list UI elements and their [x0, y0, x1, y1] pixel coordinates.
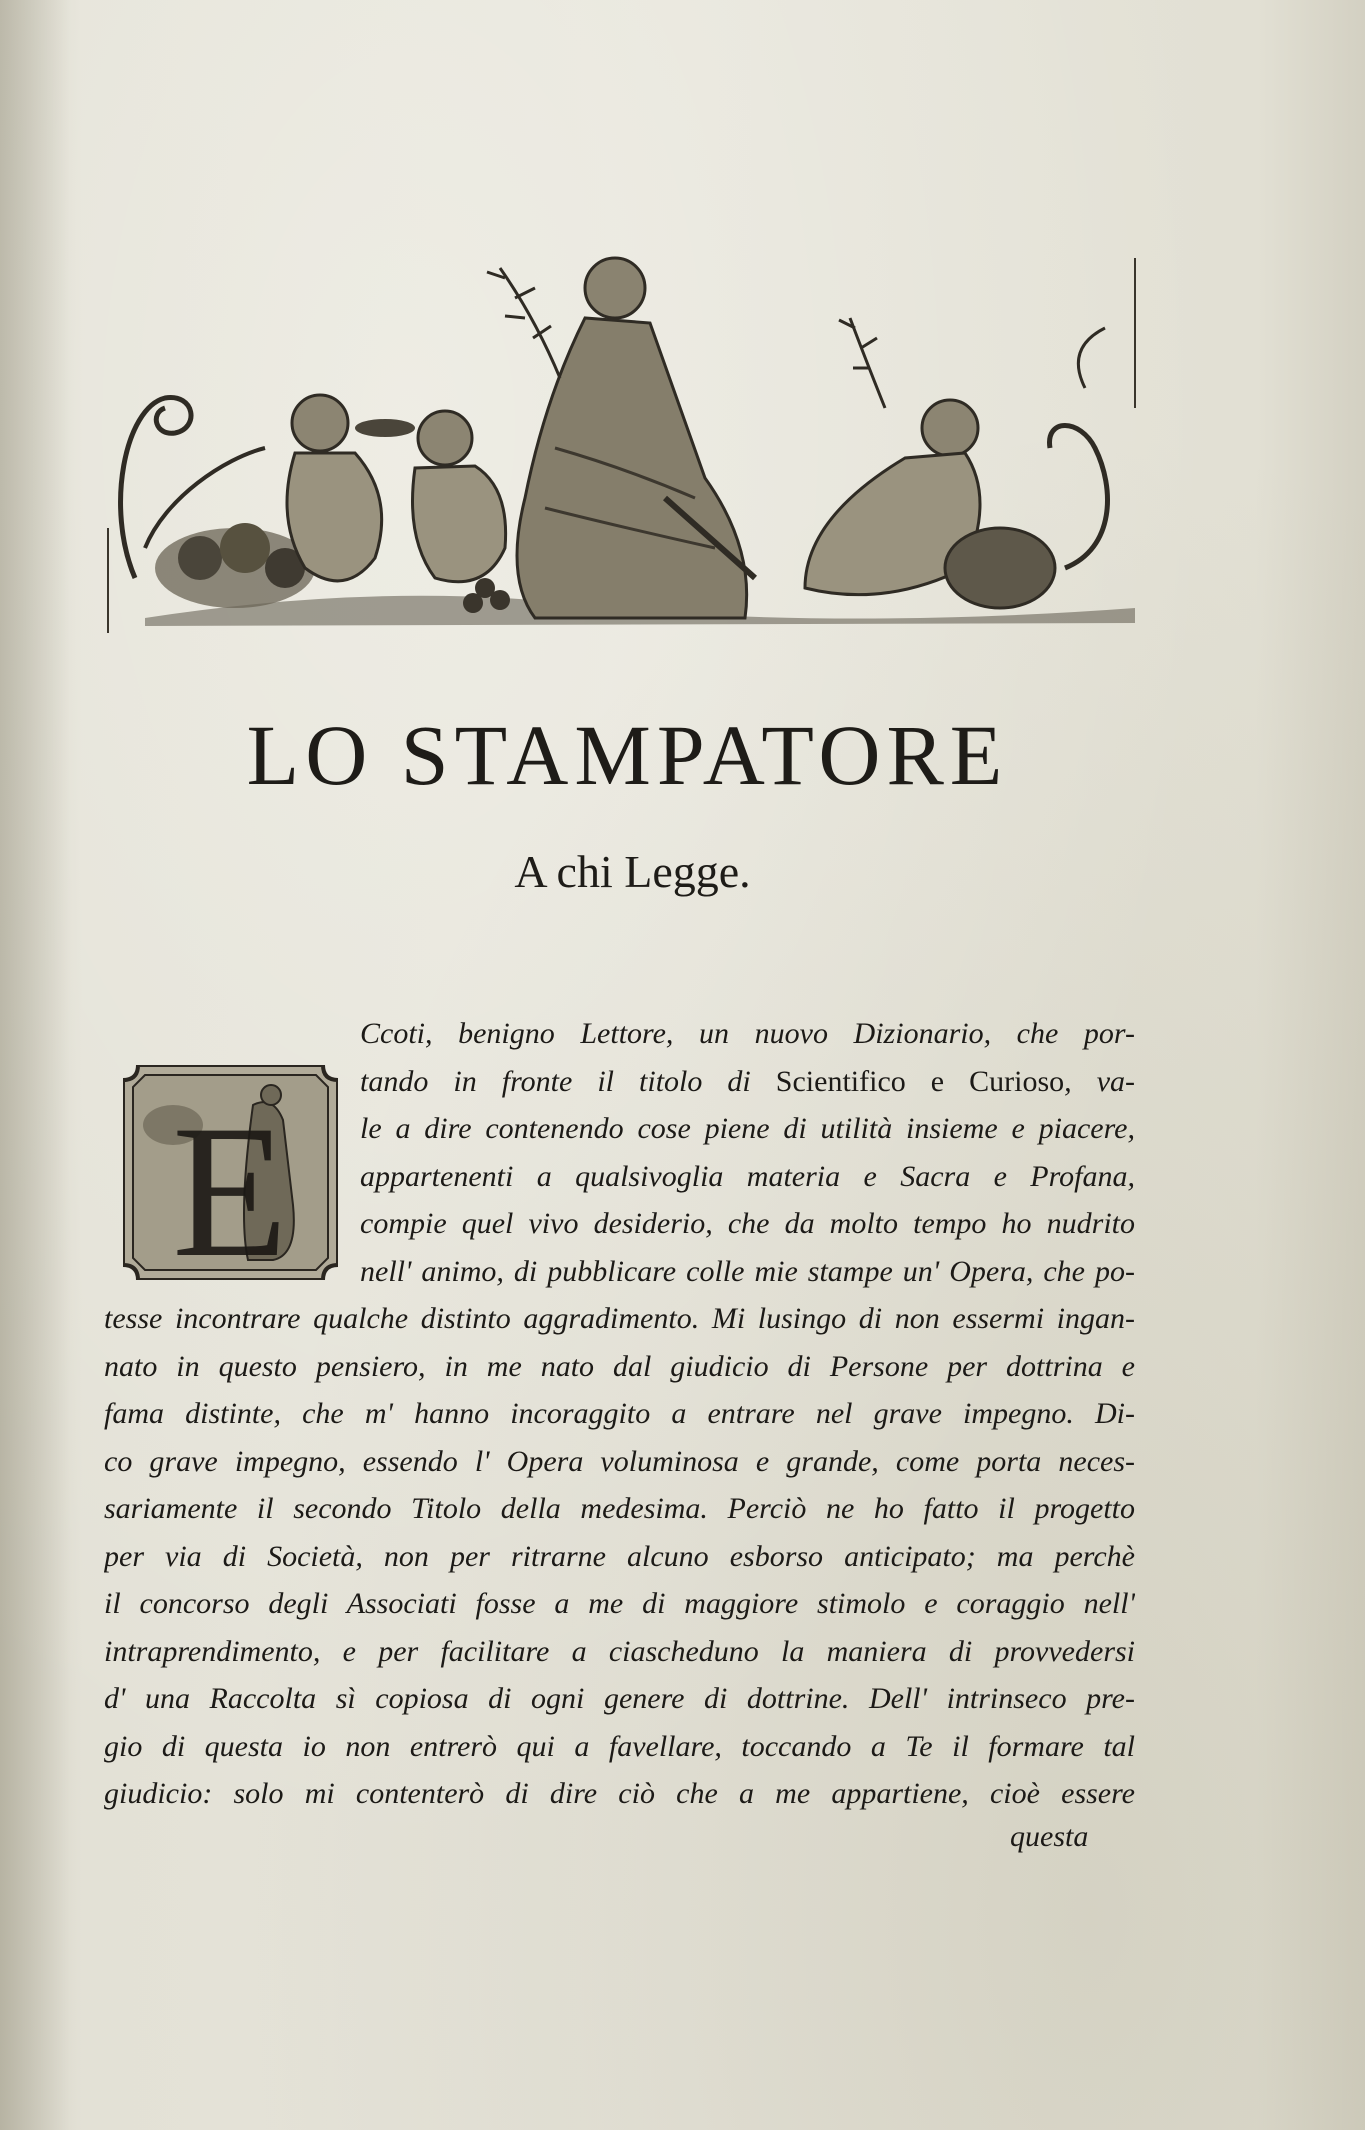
text-block-full — [104, 1295, 1135, 1818]
catchword: questa — [1010, 1820, 1089, 1853]
page-title: LO STAMPATORE — [246, 707, 1009, 803]
title-phrase: Scientifico e Curioso — [775, 1064, 1065, 1098]
text-line — [360, 1058, 1135, 1106]
text-line: Ccoti, benigno Lettore, un nuovo Dizionario, che por- — [360, 1017, 1135, 1050]
text-line: giudicio: solo mi contenterò di dire ciò che a me appartiene, cioè essere — [104, 1777, 1135, 1810]
decorated-initial — [123, 1065, 338, 1280]
text-line: intraprendimento, e per facilitare a ciascheduno la maniera di provvedersi — [104, 1634, 1135, 1668]
text-fragment: tando in fronte il titolo di — [360, 1064, 751, 1098]
text-line: fama distinte, che m' hanno incoraggito a entrare nel grave impegno. Di- — [104, 1397, 1135, 1430]
text-line: sariamente il secondo Titolo della medesima. Perciò ne ho fatto il progetto — [104, 1492, 1135, 1525]
headpiece-engraving — [105, 248, 1140, 633]
text-line: nato in questo pensiero, in me nato dal giudicio di Persone per dottrina e — [104, 1349, 1135, 1383]
page-gutter-shadow — [0, 0, 70, 2130]
page-subtitle: A chi Legge. — [514, 846, 751, 897]
text-line: tesse incontrare qualche distinto aggradimento. Mi lusingo di non essermi ingan- — [104, 1302, 1135, 1335]
text-line: il concorso degli Associati fosse a me di maggiore stimolo e coraggio nell' — [104, 1587, 1135, 1620]
text-line: compie quel vivo desiderio, che da molto tempo ho nudrito — [360, 1207, 1135, 1240]
text-line: gio di questa io non entrerò qui a favellare, toccando a Te il formare tal — [104, 1729, 1135, 1763]
text-line: appartenenti a qualsivoglia materia e Sacra e Profana, — [360, 1159, 1135, 1193]
initial-engraving — [123, 1065, 338, 1280]
initial-letter-glyph: E — [171, 1087, 289, 1280]
text-line: le a dire contenendo cose piene di utilità insieme e piacere, — [360, 1112, 1135, 1145]
text-fragment: , va- — [1064, 1064, 1135, 1098]
text-line: d' una Raccolta sì copiosa di ogni genere di dottrine. Dell' intrinseco pre- — [104, 1682, 1135, 1715]
headpiece-vignette — [105, 248, 1140, 633]
text-line: nell' animo, di pubblicare colle mie stampe un' Opera, che po- — [360, 1254, 1135, 1288]
text-line: per via di Società, non per ritrarne alcuno esborso anticipato; ma perchè — [104, 1539, 1135, 1573]
text-block-wrapped — [360, 1010, 1135, 1295]
text-line: co grave impegno, essendo l' Opera voluminosa e grande, come porta neces- — [104, 1444, 1135, 1478]
